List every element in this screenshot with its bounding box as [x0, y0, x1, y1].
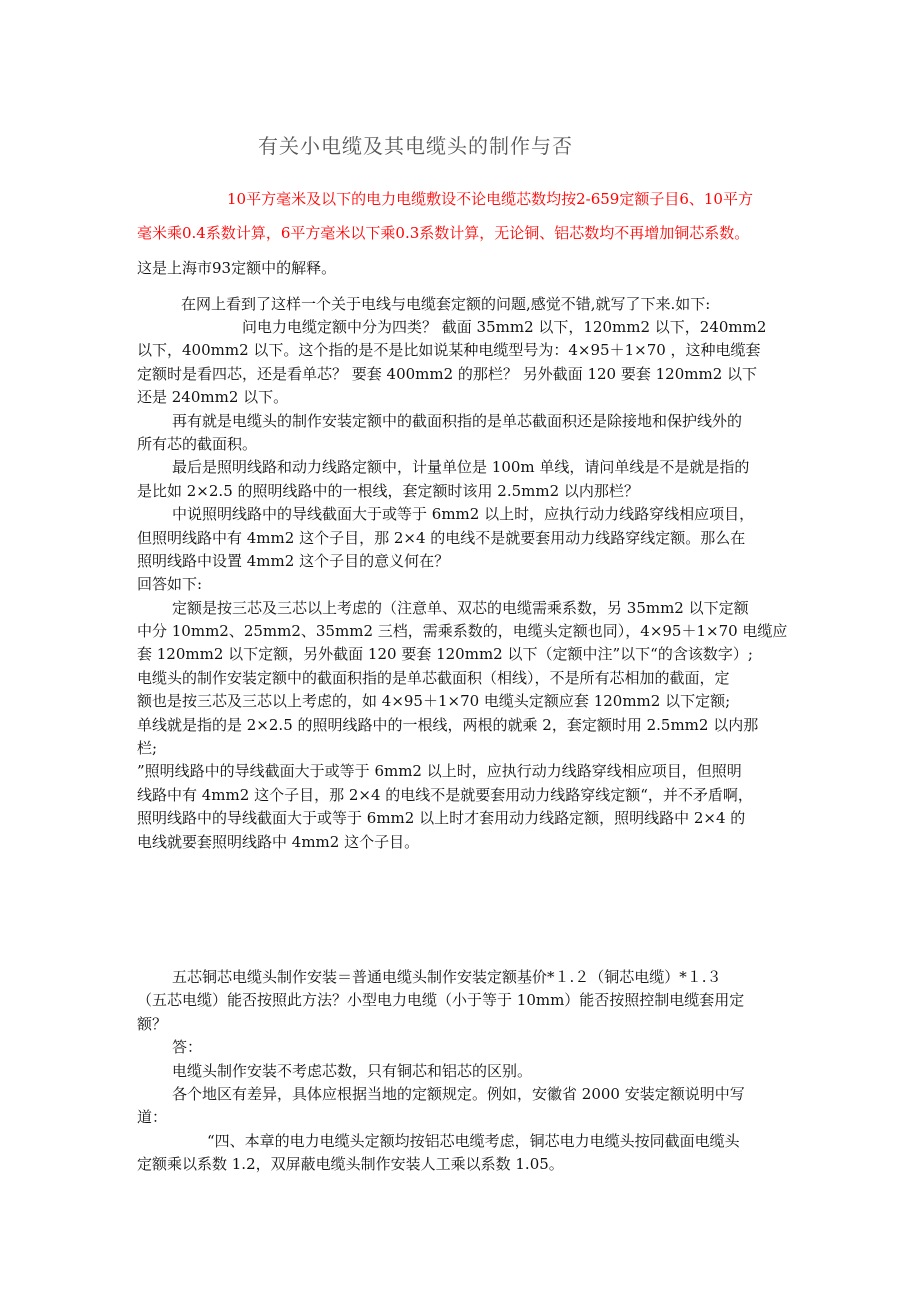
answer-heading: 回答如下:: [137, 575, 203, 594]
answer-label: 答：: [172, 1038, 203, 1057]
text-line: 电线就要套照明线路中 4mm2 这个子目。: [137, 832, 420, 851]
text-line: 但照明线路中有 4mm2 这个子目，那 2×4 的电线不是就要套用动力线路穿线定额。那么在: [137, 528, 746, 547]
text-line: 电缆头制作安装不考虑芯数，只有铜芯和铝芯的区别。: [172, 1061, 533, 1080]
text-line: 中说照明线路中的导线截面大于或等于 6mm2 以上时，应执行动力线路穿线相应项目，: [172, 505, 755, 524]
text-line: 额？: [137, 1014, 168, 1033]
text-line: 是比如 2×2.5 的照明线路中的一根线，套定额时该用 2.5mm2 以内那栏？: [137, 481, 639, 500]
highlighted-note: [137, 182, 797, 250]
text-line: 还是 240mm2 以下。: [137, 388, 289, 407]
text-line: 定额时是看四芯，还是看单芯？ 要套 400mm2 的那栏？ 另外截面 120 要套 120mm2 以下: [137, 364, 758, 383]
text-line: 额也是按三芯及三芯以上考虑的，如 4×95＋1×70 电缆头定额应套 120mm2 以下定额;: [137, 692, 731, 711]
text-line: 各个地区有差异，具体应根据当地的定额规定。例如，安徽省 2000 安装定额说明中写: [172, 1084, 745, 1103]
text-line: 道：: [137, 1108, 168, 1127]
text-line: 套 120mm2 以下定额，另外截面 120 要套 120mm2 以下（定额中注”以下“的含该数字）;: [137, 645, 753, 664]
quoted-text-line: “四、本章的电力电缆头定额均按铝芯电缆考虑，铜芯电力电缆头按同截面电缆头: [207, 1131, 740, 1150]
text-line: 单线就是指的是 2×2.5 的照明线路中的一根线，两根的就乘 2，套定额时用 2.5mm2 以内那: [137, 715, 759, 734]
text-line: 线路中有 4mm2 这个子目，那 2×4 的电线不是就要套用动力线路穿线定额“，并不矛盾啊，: [137, 785, 753, 804]
text-line: 最后是照明线路和动力线路定额中，计量单位是 100m 单线，请问单线是不是就是指的: [172, 458, 750, 477]
question-answer-section: [137, 316, 797, 854]
text-line: 五芯铜芯电缆头制作安装＝普通电缆头制作安装定额基价*１.２（铜芯电缆）*１.３: [172, 968, 722, 986]
highlight-line-1: 10平方毫米及以下的电力电缆敷设不论电缆芯数均按2-659定额子目6、10平方: [227, 190, 753, 208]
document-title: 有关小电缆及其电缆头的制作与否: [258, 134, 573, 158]
intro-paragraph: 在网上看到了这样一个关于电线与电缆套定额的问题,感觉不错,就写了下来.如下:: [181, 295, 711, 313]
text-line: 中分 10mm2、25mm2、35mm2 三档，需乘系数的，电缆头定额也同），4×95＋1×70 电缆应: [137, 622, 788, 641]
text-line: 以下，400mm2 以下。这个指的是不是比如说某种电缆型号为：4×95＋1×70 ，这种电缆套: [137, 341, 761, 360]
five-core-cable-section: [137, 966, 797, 1177]
text-line: 电缆头的制作安装定额中的截面积指的是单芯截面积（相线），不是所有芯相加的截面，定: [137, 668, 730, 687]
text-line: 再有就是电缆头的制作安装定额中的截面积指的是单芯截面积还是除接地和保护线外的: [172, 411, 743, 430]
text-line: 照明线路中的导线截面大于或等于 6mm2 以上时才套用动力线路定额，照明线路中 2×4 的: [137, 809, 746, 828]
highlight-line-2: 毫米乘0.4系数计算，6平方毫米以下乘0.3系数计算，无论铜、铝芯数均不再增加铜芯系数。: [137, 224, 750, 242]
text-line: 问电力电缆定额中分为四类？ 截面 35mm2 以下，120mm2 以下，240mm2: [242, 318, 767, 336]
text-line: （五芯电缆）能否按照此方法？小型电力电缆（小于等于 10mm）能否按照控制电缆套用定: [137, 991, 745, 1010]
quoted-text-line: 定额乘以系数 1.2，双屏蔽电缆头制作安装人工乘以系数 1.05。: [137, 1155, 564, 1174]
text-line: ”照明线路中的导线截面大于或等于 6mm2 以上时，应执行动力线路穿线相应项目，但照明: [137, 762, 742, 781]
text-line: 照明线路中设置 4mm2 这个子目的意义何在？: [137, 551, 450, 570]
text-line: 所有芯的截面积。: [137, 434, 258, 453]
source-note: 这是上海市93定额中的解释。: [137, 259, 337, 277]
text-line: 栏;: [137, 739, 158, 758]
text-line: 定额是按三芯及三芯以上考虑的（注意单、双芯的电缆需乘系数，另 35mm2 以下定额: [172, 598, 749, 617]
